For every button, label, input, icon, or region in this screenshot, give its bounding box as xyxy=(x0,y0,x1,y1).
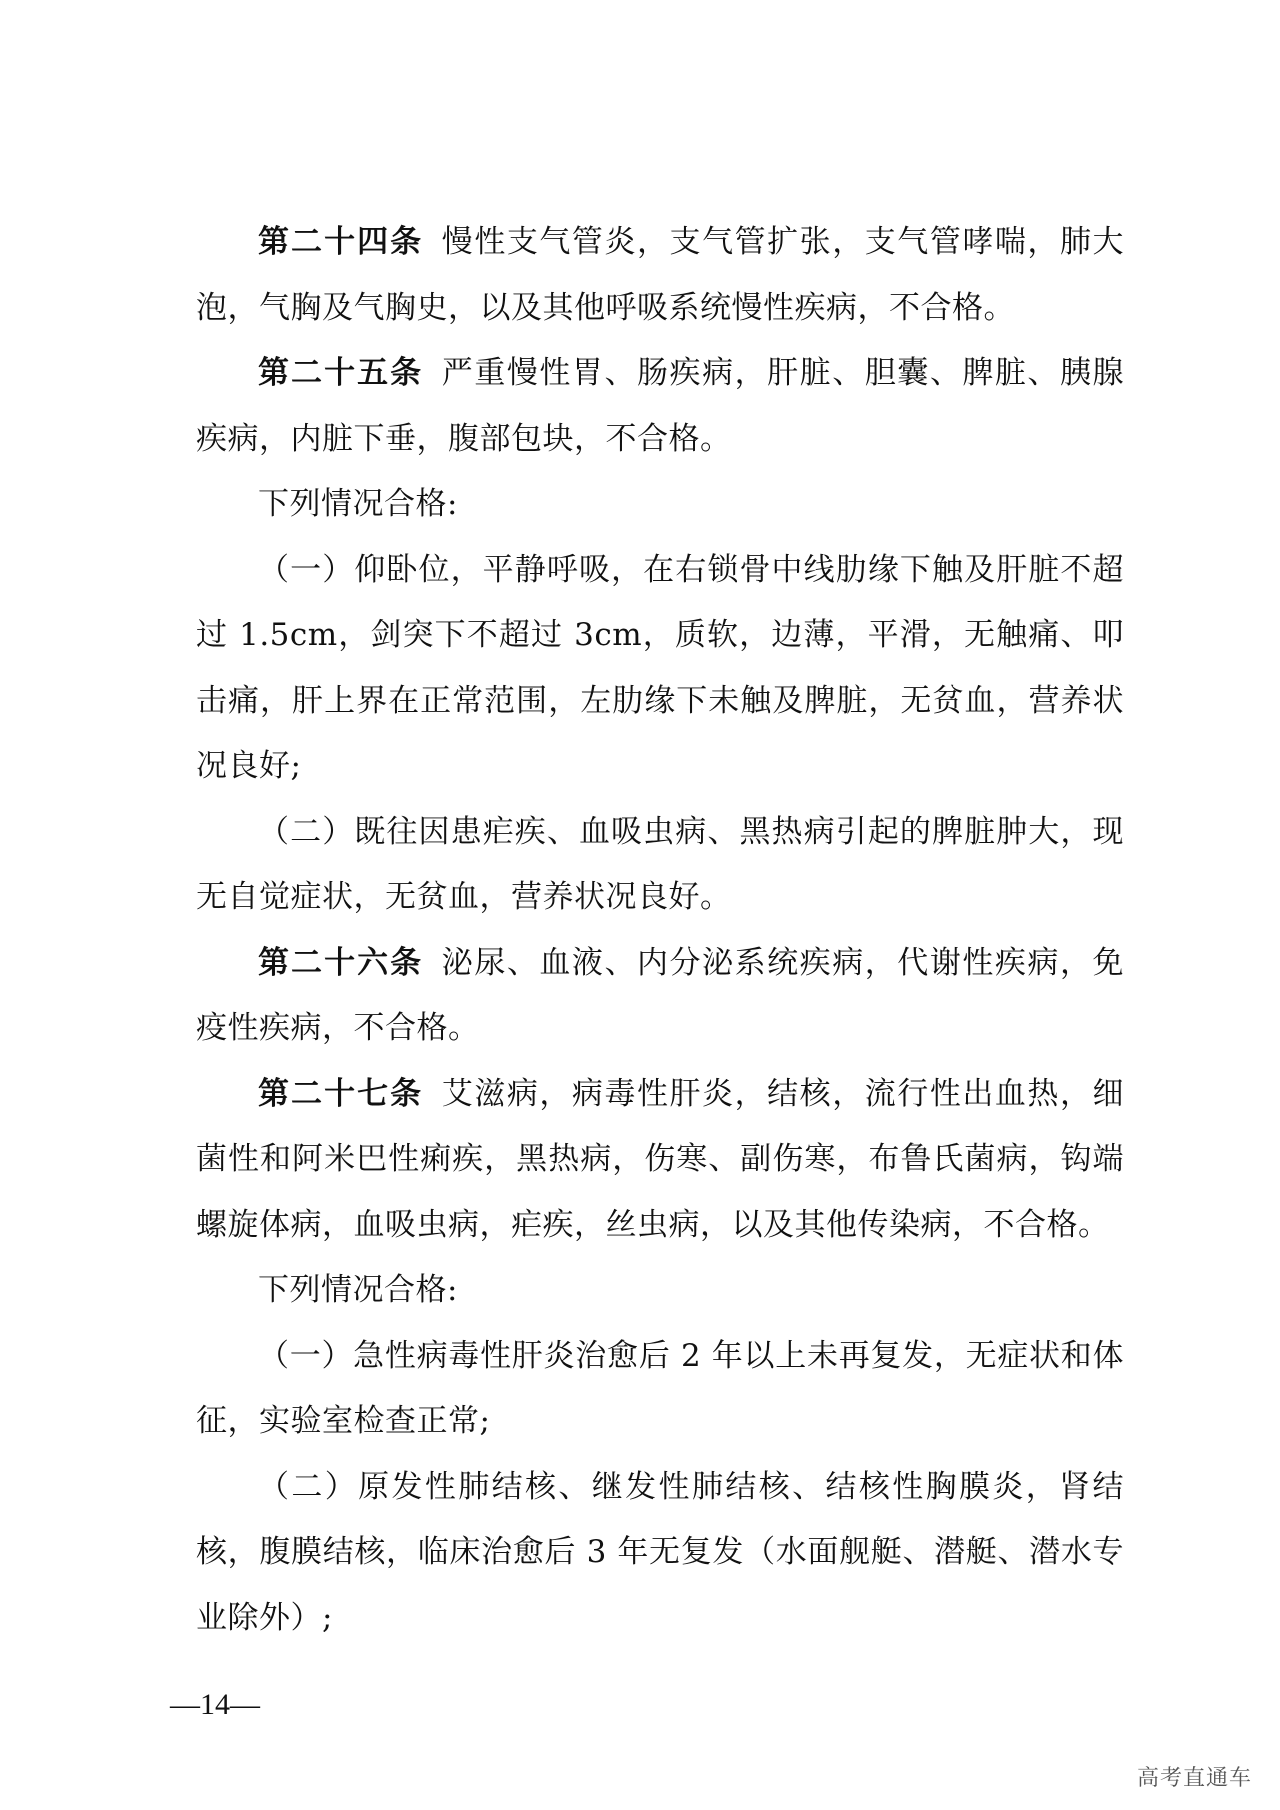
paragraph-article-27 xyxy=(196,1062,1124,1259)
paragraph-article-24 xyxy=(196,210,1124,341)
watermark-text: 高考直通车 xyxy=(1136,1766,1252,1791)
paragraph-text: 慢性支气管炎，支气管扩张，支气管哮喘，肺大泡，气胸及气胸史，以及其他呼吸系统慢性疾病，不合格。 xyxy=(196,224,1125,326)
paragraph-item-1 xyxy=(196,1324,1124,1455)
paragraph-qualified-intro xyxy=(196,472,1124,538)
paragraph-text: （二）原发性肺结核、继发性肺结核、结核性胸膜炎，肾结核，腹膜结核，临床治愈后 3 年无复发（水面舰艇、潜艇、潜水专业除外）; xyxy=(196,1468,1124,1636)
article-number: 第二十六条 xyxy=(258,944,424,981)
article-number: 第二十七条 xyxy=(258,1075,424,1112)
paragraph-text: 下列情况合格: xyxy=(258,486,458,522)
paragraph-text: 艾滋病，病毒性肝炎，结核，流行性出血热，细菌性和阿米巴性痢疾，黑热病，伤寒、副伤寒，布鲁氏菌病，钩端螺旋体病，血吸虫病，疟疾，丝虫病，以及其他传染病，不合格。 xyxy=(196,1075,1125,1243)
article-number: 第二十四条 xyxy=(258,224,424,260)
paragraph-item-1 xyxy=(196,538,1124,800)
paragraph-article-25 xyxy=(196,341,1124,472)
paragraph-text: 下列情况合格: xyxy=(258,1272,458,1308)
paragraph-text: 泌尿、血液、内分泌系统疾病，代谢性疾病，免疫性疾病，不合格。 xyxy=(196,944,1125,1046)
paragraph-qualified-intro xyxy=(196,1258,1124,1324)
paragraph-text: （二）既往因患疟疾、血吸虫病、黑热病引起的脾脏肿大，现无自觉症状，无贫血，营养状况良好。 xyxy=(196,813,1124,915)
paragraph-item-2 xyxy=(196,1455,1124,1652)
paragraph-article-26 xyxy=(196,931,1124,1062)
paragraph-text: （一）急性病毒性肝炎治愈后 2 年以上未再复发，无症状和体征，实验室检查正常; xyxy=(196,1337,1124,1439)
article-number: 第二十五条 xyxy=(258,355,424,391)
paragraph-text: 严重慢性胃、肠疾病，肝脏、胆囊、脾脏、胰腺疾病，内脏下垂，腹部包块，不合格。 xyxy=(196,355,1125,457)
paragraph-item-2 xyxy=(196,800,1124,931)
document-body xyxy=(196,210,1124,1651)
paragraph-text: （一）仰卧位，平静呼吸，在右锁骨中线肋缘下触及肝脏不超过 1.5cm，剑突下不超过 3cm，质软，边薄，平滑，无触痛、叩击痛，肝上界在正常范围，左肋缘下未触及脾脏，无贫血，营养状况良好; xyxy=(196,551,1124,784)
page-number: —14— xyxy=(170,1688,260,1721)
